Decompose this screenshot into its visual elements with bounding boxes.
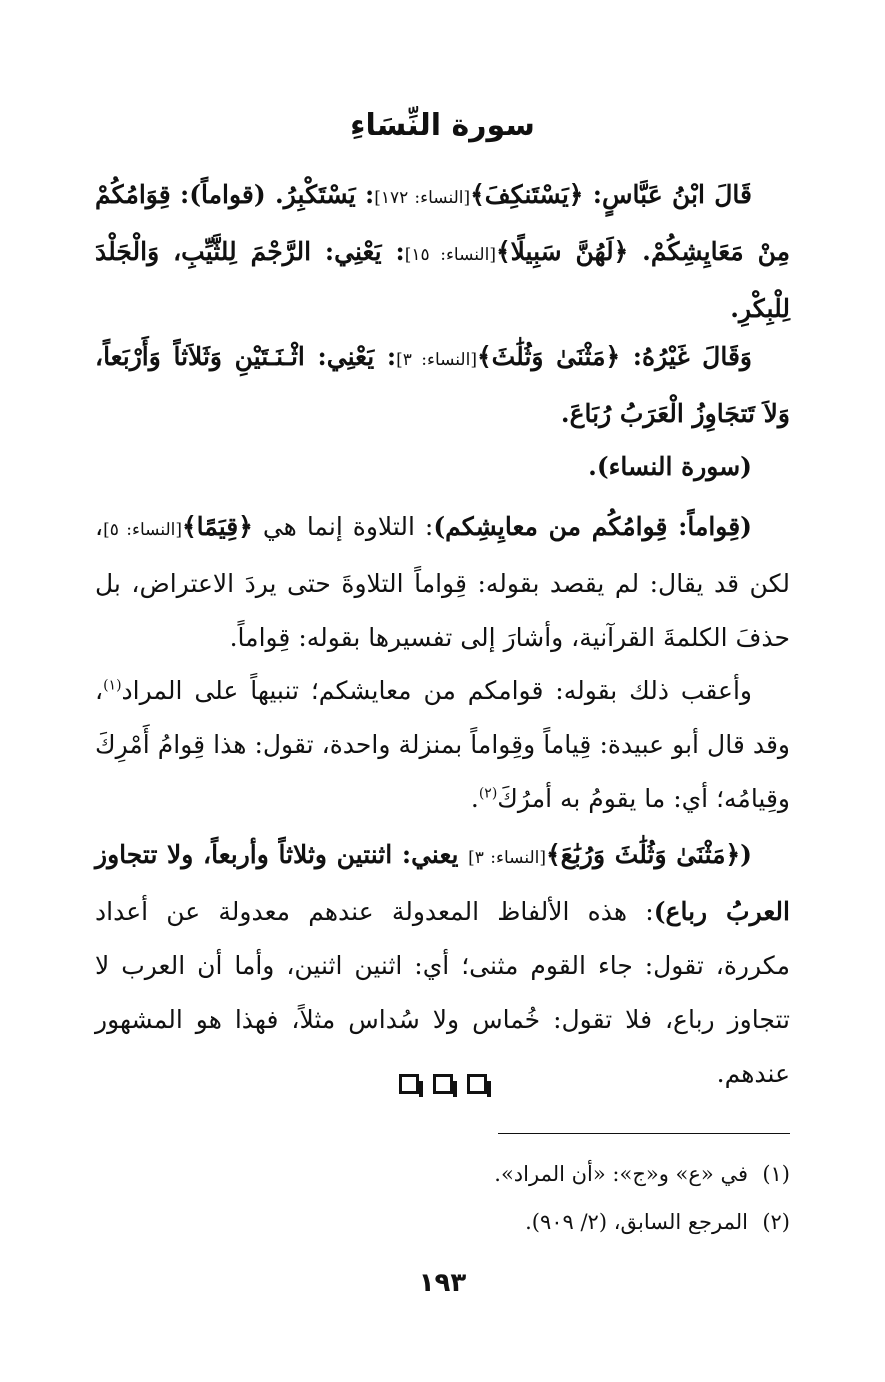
- ornament-square-icon: [399, 1074, 419, 1094]
- paragraph-lead: وَقَالَ غَيْرُهُ:: [620, 342, 752, 371]
- footnote-separator: [498, 1133, 790, 1134]
- verse-reference: [النساء: ٥]: [103, 520, 183, 540]
- footnote-marker: (٢): [478, 785, 498, 802]
- paragraph-lead: قَالَ ابْنُ عَبَّاسٍ:: [583, 180, 752, 209]
- paragraph-text: .: [470, 784, 479, 813]
- paragraph-3: [95, 440, 790, 494]
- paragraph-text: ، لكن قد يقال: لم يقصد بقوله: قِواماً التلاوةَ حتى يردَ الاعتراض، بل حذفَ الكلمةَ القرآنية، وأشارَ إلى تفسيرها بقوله: قِواماً.: [95, 512, 790, 652]
- paragraph-6: [95, 828, 790, 1101]
- quran-verse: ﴿مَثْنَىٰ وَثُلَٰثَ﴾: [476, 342, 621, 371]
- footnote-text: المرجع السابق، (٢/ ٩٠٩).: [525, 1210, 748, 1234]
- footnote-text: في «ع» و«ج»: «أن المراد».: [494, 1162, 748, 1186]
- footnote-1: [95, 1150, 790, 1198]
- paragraph-1-text: [95, 168, 790, 336]
- section-heading: (سورة النساء).: [588, 452, 752, 481]
- paragraph-5: [95, 664, 790, 826]
- quran-verse: ﴿قِيَمًا﴾: [182, 512, 253, 541]
- paragraph-text: وأعقب ذلك بقوله: قوامكم من معايشكم؛ تنبيهاً على المراد: [121, 676, 752, 705]
- footnote-marker: (١): [103, 677, 122, 694]
- paragraph-6-text: [95, 828, 790, 1101]
- paragraph-text: : يَعْنِي: الرَّجْمَ لِلثَّيِّبِ، وَالْجَلْدَ لِلْبِكْرِ.: [95, 237, 790, 323]
- paragraph-4-text: [95, 500, 790, 665]
- paragraph-lead: يعني: اثنتين وثلاثاً وأربعاً، ولا تتجاوز العربُ رباع): [95, 840, 790, 926]
- verse-reference: [النساء: ١٧٢]: [374, 188, 471, 208]
- footnote-number: (٢): [762, 1210, 790, 1234]
- paragraph-2: [95, 330, 790, 441]
- quran-verse: (﴿مَثْنَىٰ وَثُلَٰثَ وَرُبَٰعَ﴾: [545, 840, 752, 869]
- paragraph-lead: (قِواماً: قِوامُكُم من معايِشِكم): [433, 512, 753, 541]
- verse-reference: [النساء: ١٥]: [404, 245, 496, 265]
- page-number: ١٩٣: [418, 1268, 467, 1298]
- paragraph-text: : هذه الألفاظ المعدولة عندهم معدولة عن أعداد مكررة، تقول: جاء القوم مثنى؛ أي: اثنين اثنين، وأما أن العرب لا تتجاوز رباع، فلا تقول: خُماس ولا سُداس مثلاً، فهذا هو المشهور عندهم.: [95, 897, 790, 1088]
- ornament-square-icon: [467, 1074, 487, 1094]
- ornament-square-icon: [433, 1074, 453, 1094]
- paragraph-text: ، وقد قال أبو عبيدة: قِياماً وقِواماً بمنزلة واحدة، تقول: هذا قِوامُ أَمْرِكَ وقِيامُه؛ أي: ما يقومُ به أمرُكَ: [95, 676, 790, 813]
- paragraph-text: : التلاوة إنما هي: [252, 512, 434, 541]
- section-divider-ornament: [0, 1074, 885, 1094]
- verse-reference: [النساء: ٣]: [468, 848, 546, 868]
- quran-verse: ﴿يَسْتَنكِفَ﴾: [470, 180, 584, 209]
- footnote-2: [95, 1198, 790, 1246]
- quran-verse: ﴿لَهُنَّ سَبِيلًا﴾: [495, 237, 629, 266]
- paragraph-5-text: [95, 664, 790, 826]
- paragraph-text: : يَعْنِي: اثْـنَـتَيْنِ وَثَلاَثاً وَأَرْبَعاً، وَلاَ تَتجَاوِزُ الْعَرَبُ رُبَاعَ.: [95, 342, 790, 428]
- paragraph-1: [95, 168, 790, 336]
- paragraph-2-text: [95, 330, 790, 441]
- paragraph-4: [95, 500, 790, 665]
- footnote-number: (١): [762, 1162, 790, 1186]
- paragraph-text: : يَسْتَكْبِرُ. (قواماً): قِوَامُكُمْ مِنْ مَعَايِشِكُمْ.: [95, 180, 790, 266]
- footnotes: [95, 1150, 790, 1246]
- page-title: سورة النِّسَاءِ: [350, 108, 535, 143]
- verse-reference: [النساء: ٣]: [396, 350, 477, 370]
